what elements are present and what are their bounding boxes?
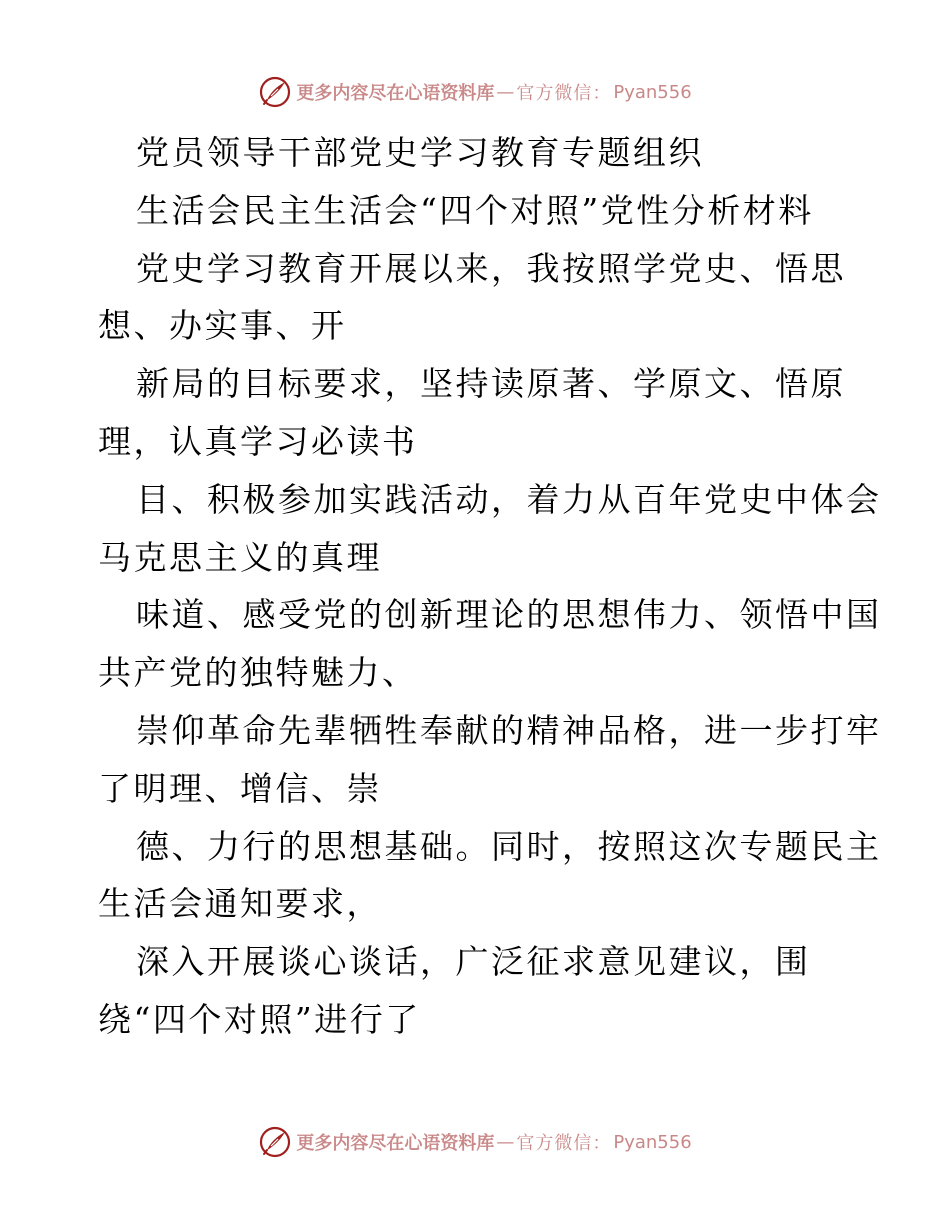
text-line: 共产党的独特魅力、 bbox=[98, 653, 418, 693]
text-line: 生活会民主生活会“四个对照”党性分析材料 bbox=[136, 190, 814, 230]
quill-pen-logo-icon bbox=[258, 1125, 292, 1159]
quill-pen-logo-icon bbox=[258, 75, 292, 109]
text-line: 崇仰革命先辈牺牲奉献的精神品格，进一步打牢 bbox=[136, 710, 882, 750]
footer-watermark-banner bbox=[0, 1122, 950, 1162]
banner-text: 更多内容尽在心语资料库 bbox=[296, 83, 495, 104]
text-line: 想、办实事、开 bbox=[98, 306, 347, 346]
text-line: 了明理、增信、崇 bbox=[98, 768, 382, 808]
text-line: 理，认真学习必读书 bbox=[98, 421, 418, 461]
banner-wechat-label: 官方微信： bbox=[516, 83, 612, 104]
banner-wechat-id: Pyan556 bbox=[613, 81, 692, 103]
banner-wechat-label: 官方微信： bbox=[516, 1133, 612, 1154]
banner-text: 更多内容尽在心语资料库 bbox=[296, 1133, 495, 1154]
text-line: 生活会通知要求， bbox=[98, 884, 382, 924]
text-line: 党史学习教育开展以来，我按照学党史、悟思 bbox=[136, 248, 846, 288]
banner-dash: — bbox=[496, 81, 515, 103]
text-line: 党员领导干部党史学习教育专题组织 bbox=[136, 133, 704, 172]
text-line: 味道、感受党的创新理论的思想伟力、领悟中国 bbox=[136, 595, 882, 635]
text-line: 德、力行的思想基础。同时，按照这次专题民主 bbox=[136, 826, 882, 866]
header-watermark-banner bbox=[0, 72, 950, 112]
banner-dash: — bbox=[496, 1131, 515, 1153]
banner-wechat-id: Pyan556 bbox=[613, 1131, 692, 1153]
text-line: 深入开展谈心谈话，广泛征求意见建议，围 bbox=[136, 942, 811, 982]
text-line: 马克思主义的真理 bbox=[98, 537, 382, 577]
text-line: 绕“四个对照”进行了 bbox=[98, 999, 421, 1039]
text-line: 新局的目标要求，坚持读原著、学原文、悟原 bbox=[136, 364, 846, 404]
text-line: 目、积极参加实践活动，着力从百年党史中体会 bbox=[136, 479, 882, 519]
document-body bbox=[98, 124, 882, 1049]
